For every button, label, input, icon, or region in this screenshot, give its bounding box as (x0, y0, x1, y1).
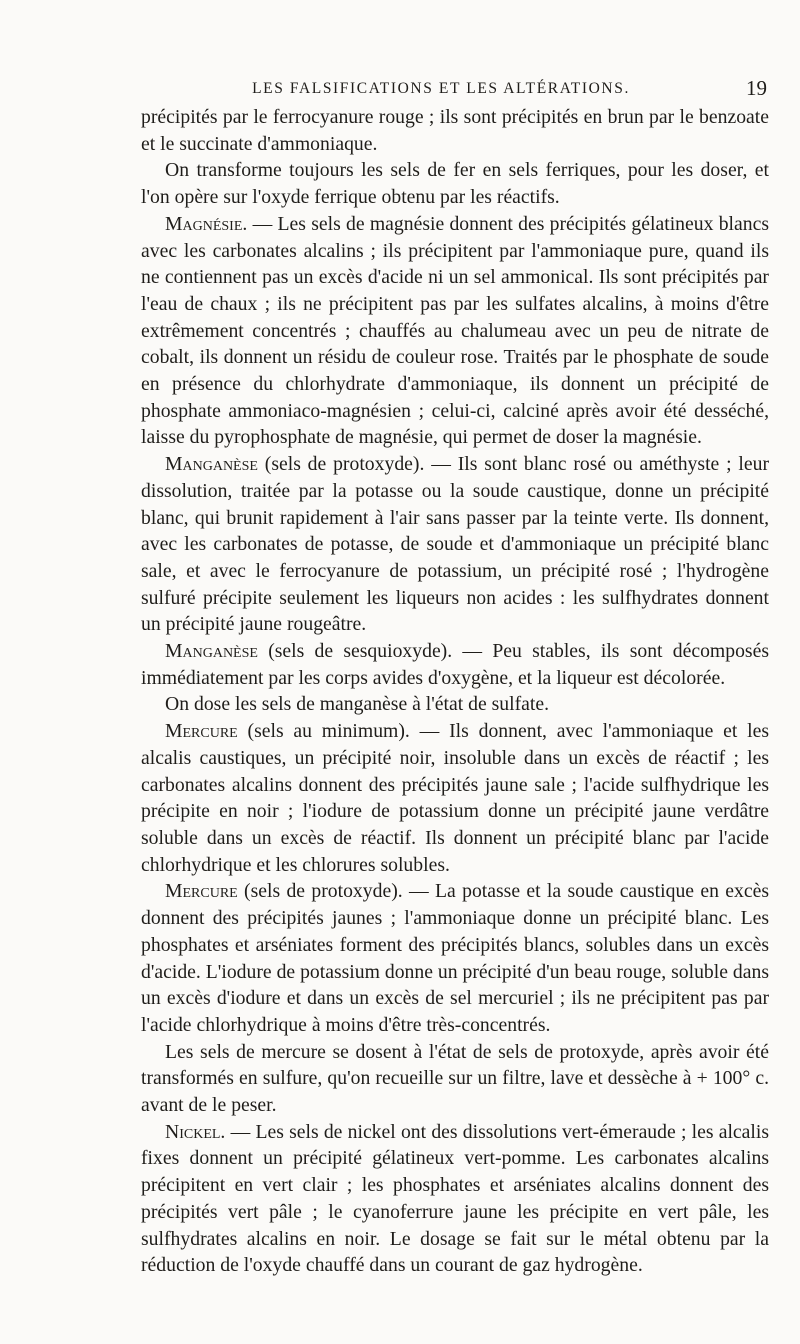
paragraph-text: Les sels de mercure se dosent à l'état de sels de protoxyde, après avoir été transformés en sulfure, qu'on recueille sur un filtre, lave et dessèche à + 100° c. avant de le peser. (141, 1040, 769, 1117)
paragraph-text: (sels de protoxyde). — Ils sont blanc rosé ou améthyste ; leur dissolution, traitée par la potasse ou la soude caustique, donne un précipité blanc, qui brunit rapidement à l'air sans passer par la teinte verte. Ils donnent, avec les carbonates de potasse, de soude et d'ammoniaque un précipité blanc sale, et avec le ferrocyanure de potassium, un précipité rosé ; l'hydrogène sulfuré précipite seulement les liqueurs non acides : les sulfhydrates donnent un précipité jaune rougeâtre. (141, 453, 769, 636)
paragraph-mercure-minimum (141, 718, 769, 878)
paragraph-text: précipités par le ferrocyanure rouge ; ils sont précipités en brun par le benzoate et le succinate d'ammoniaque. (141, 106, 769, 155)
paragraph-manganese-sesquioxyde (141, 638, 769, 691)
section-heading: Mercure (165, 880, 238, 903)
paragraph-fer-dosage (141, 157, 769, 210)
paragraph-nickel (141, 1119, 769, 1279)
paragraph-text: — Les sels de nickel ont des dissolutions vert-émeraude ; les alcalis fixes donnent un précipité gélatineux vert-pomme. Les carbonates alcalins précipitent en vert clair ; les phosphates et arséniates alcalins donnent des précipités vert pâle ; le cyanoferrure jaune les précipite en vert pâle, les sulfhydrates alcalins en noir. Le dosage se fait sur le métal obtenu par la réduction de l'oxyde chauffé dans un courant de gaz hydrogène. (141, 1120, 769, 1277)
paragraph-manganese-dosage (141, 691, 769, 718)
paragraph-manganese-protoxyde (141, 451, 769, 638)
paragraph-text: — Les sels de magnésie donnent des précipités gélatineux blancs avec les carbonates alcalins ; ils précipitent par l'ammoniaque pure, quand ils ne contiennent pas un excès d'acide ni un sel ammonical. Ils sont précipités par l'eau de chaux ; ils ne précipitent pas par les sulfates alcalins, à moins d'être extrêmement concentrés ; chauffés au chalumeau avec un peu de nitrate de cobalt, ils donnent un résidu de couleur rose. Traités par le phosphate de soude en présence du chlorhydrate d'ammoniaque, ils donnent un précipité de phosphate ammoniaco-magnésien ; celui-ci, calciné après avoir été desséché, laisse du pyrophosphate de magnésie, qui permet de doser la magnésie. (141, 212, 769, 449)
section-heading: Magnésie. (165, 212, 248, 235)
section-heading: Nickel. (165, 1120, 226, 1143)
paragraph-mercure-dosage (141, 1039, 769, 1119)
paragraph-text: On dose les sels de manganèse à l'état de sulfate. (165, 693, 550, 716)
section-heading: Manganèse (165, 640, 258, 663)
paragraph-fer-end (141, 104, 769, 157)
paragraph-text: (sels de sesquioxyde). — Peu stables, ils sont décomposés immédiatement par les corps avides d'oxygène, et la liqueur est décolorée. (141, 640, 769, 689)
paragraph-text: On transforme toujours les sels de fer en sels ferriques, pour les doser, et l'on opère sur l'oxyde ferrique obtenu par les réactifs. (141, 159, 769, 209)
page-number: 19 (746, 76, 767, 100)
running-title: LES FALSIFICATIONS ET LES ALTÉRATIONS. (252, 80, 630, 97)
paragraph-mercure-protoxyde (141, 878, 769, 1038)
section-heading: Manganèse (165, 453, 258, 476)
paragraph-text: (sels au minimum). — Ils donnent, avec l'ammoniaque et les alcalis caustiques, un précipité noir, insoluble dans un excès de réactif ; les carbonates alcalins donnent des précipités jaune sale ; l'acide sulfhydrique les précipite en noir ; l'iodure de potassium donne un précipité jaune verdâtre soluble dans un excès de réactif. Ils donnent un précipité blanc par l'acide chlorhydrique et les chlorures solubles. (141, 720, 769, 876)
paragraph-magnesie (141, 211, 769, 451)
paragraph-text: (sels de protoxyde). — La potasse et la soude caustique en excès donnent des précipités jaunes ; l'ammoniaque donne un précipité blanc. Les phosphates et arséniates forment des précipités blancs, solubles dans un excès d'acide. L'iodure de potassium donne un précipité d'un beau rouge, soluble dans un excès d'iodure et dans un excès de sel mercuriel ; ils ne précipitent pas par l'acide chlorhydrique à moins d'être très-concentrés. (141, 880, 769, 1036)
section-heading: Mercure (165, 720, 238, 743)
page-header (141, 76, 771, 100)
body-text (141, 104, 769, 1279)
